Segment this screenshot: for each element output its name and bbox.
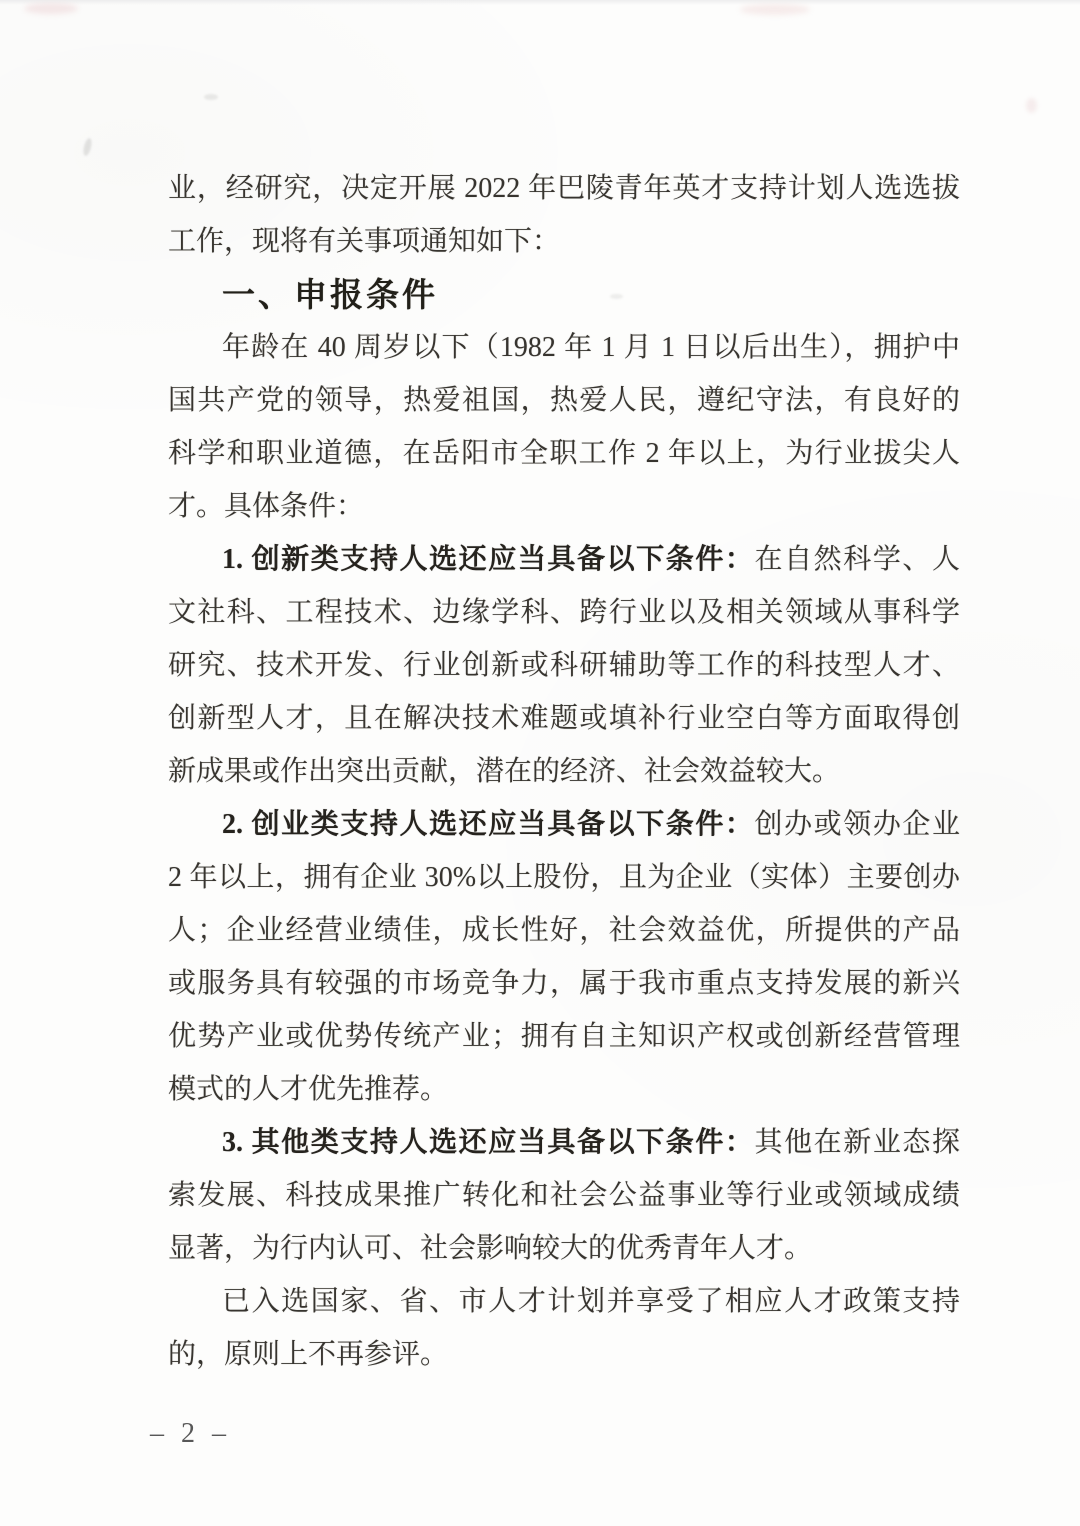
item-lead-bold: 2. 创业类支持人选还应当具备以下条件： (222, 809, 755, 840)
text-line (168, 1063, 960, 1116)
text-line (168, 374, 960, 427)
line-text: 在自然科学、人 (754, 544, 960, 575)
line-text: 工作，现将有关事项通知如下： (168, 226, 561, 257)
line-text: 新成果或作出突出贡献，潜在的经济、社会效益较大。 (168, 756, 841, 787)
line-text: 人；企业经营业绩佳，成长性好，社会效益优，所提供的产品 (168, 915, 960, 946)
text-line (168, 745, 960, 798)
text-line (168, 480, 960, 533)
text-line (168, 321, 960, 374)
text-line (168, 162, 960, 215)
line-text: 业，经研究，决定开展 2022 年巴陵青年英才支持计划人选选拔 (168, 173, 960, 204)
line-text: 或服务具有较强的市场竞争力，属于我市重点支持发展的新兴 (168, 968, 960, 999)
scan-artifact (1026, 98, 1037, 113)
text-line (168, 1328, 960, 1381)
text-line (168, 798, 960, 851)
line-text: 优势产业或优势传统产业；拥有自主知识产权或创新经营管理 (168, 1021, 960, 1052)
line-text: 其他在新业态探 (754, 1127, 960, 1158)
text-line (168, 1275, 960, 1328)
line-text: 模式的人才优先推荐。 (168, 1074, 449, 1105)
line-text: 索发展、科技成果推广转化和社会公益事业等行业或领域成绩 (168, 1180, 960, 1211)
line-text: 创办或领办企业 (754, 809, 960, 840)
section-heading (168, 268, 960, 321)
text-line (168, 1169, 960, 1222)
text-line (168, 1222, 960, 1275)
line-text: 研究、技术开发、行业创新或科研辅助等工作的科技型人才、 (168, 650, 960, 681)
text-line (168, 533, 960, 586)
line-text: 的，原则上不再参评。 (168, 1339, 449, 1370)
text-line (168, 692, 960, 745)
line-text: 科学和职业道德，在岳阳市全职工作 2 年以上，为行业拔尖人 (168, 438, 960, 469)
text-line (168, 1010, 960, 1063)
text-line (168, 427, 960, 480)
line-text: 年龄在 40 周岁以下（1982 年 1 月 1 日以后出生），拥护中 (222, 332, 960, 363)
line-text: 才。具体条件： (168, 491, 365, 522)
line-text: 2 年以上，拥有企业 30%以上股份，且为企业（实体）主要创办 (168, 862, 960, 893)
text-line (168, 639, 960, 692)
document-body (168, 162, 960, 1381)
scan-artifact (204, 94, 218, 100)
page-number: – 2 – (150, 1418, 231, 1449)
scan-artifact (740, 4, 810, 15)
text-line (168, 215, 960, 268)
scan-artifact (82, 137, 93, 156)
line-text: 创新型人才，且在解决技术难题或填补行业空白等方面取得创 (168, 703, 960, 734)
heading-text: 一、申报条件 (222, 276, 438, 313)
text-line (168, 851, 960, 904)
item-lead-bold: 1. 创新类支持人选还应当具备以下条件： (222, 544, 755, 575)
text-line (168, 904, 960, 957)
line-text: 国共产党的领导，热爱祖国，热爱人民，遵纪守法，有良好的 (168, 385, 960, 416)
scan-artifact (24, 3, 78, 14)
text-line (168, 957, 960, 1010)
text-line (168, 586, 960, 639)
line-text: 显著，为行内认可、社会影响较大的优秀青年人才。 (168, 1233, 813, 1264)
text-line (168, 1116, 960, 1169)
line-text: 文社科、工程技术、边缘学科、跨行业以及相关领域从事科学 (168, 597, 960, 628)
item-lead-bold: 3. 其他类支持人选还应当具备以下条件： (222, 1127, 755, 1158)
line-text: 已入选国家、省、市人才计划并享受了相应人才政策支持 (222, 1286, 960, 1317)
